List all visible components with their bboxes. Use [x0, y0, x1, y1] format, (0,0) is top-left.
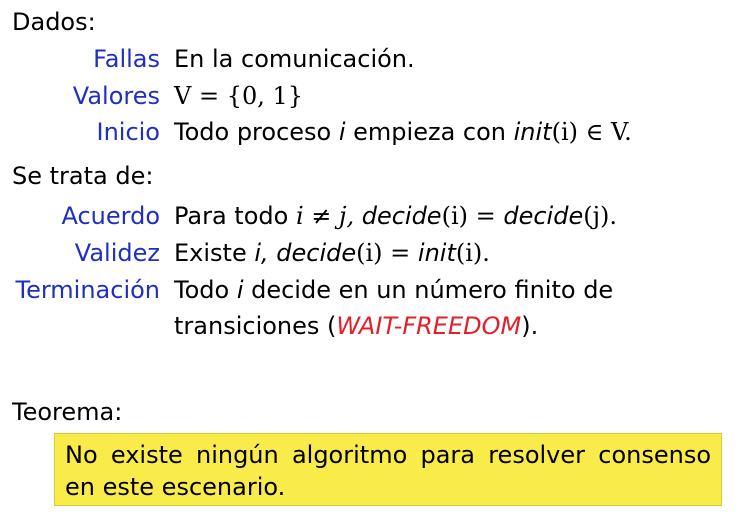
math-expression: i ≠ j, — [295, 202, 355, 230]
data-heading: Dados: — [12, 8, 96, 36]
term-label: Terminación — [15, 276, 160, 304]
problem-item-validez — [0, 237, 744, 269]
data-item-inicio — [0, 116, 744, 148]
math-argument: (i) — [551, 118, 578, 146]
term-label: Validez — [74, 239, 160, 267]
data-item-valores — [0, 80, 744, 112]
math-variable: i — [236, 276, 244, 304]
term-description-line-1 — [174, 274, 613, 306]
description-text: Existe — [174, 239, 255, 267]
description-text: ). — [521, 312, 539, 340]
term-label: Fallas — [93, 45, 160, 73]
term-description — [174, 200, 617, 232]
term-label: Inicio — [96, 118, 160, 146]
math-function: decide — [268, 239, 357, 267]
term-description: En la comunicación. — [174, 45, 415, 73]
description-text: empieza con — [345, 118, 514, 146]
description-text: transiciones ( — [174, 312, 337, 340]
problem-item-acuerdo — [0, 200, 744, 232]
theorem-heading: Teorema: — [12, 398, 123, 426]
description-text: Todo proceso — [174, 118, 339, 146]
problem-heading: Se trata de: — [12, 162, 154, 190]
problem-item-terminacion-continued — [0, 310, 744, 342]
math-equals: = — [382, 239, 418, 267]
theorem-box — [54, 433, 722, 506]
description-text: Para todo — [174, 202, 296, 230]
description-text: decide en un número finito de — [243, 276, 614, 304]
alert-text: WAIT-FREEDOM — [336, 312, 522, 340]
term-description — [174, 116, 632, 148]
math-set-membership: ∈ V. — [578, 118, 632, 146]
math-argument: (j). — [583, 202, 618, 230]
term-label: Valores — [72, 82, 160, 110]
math-function: init — [417, 239, 456, 267]
math-function: init — [513, 118, 552, 146]
math-argument: (i) — [441, 202, 468, 230]
term-description: V = {0, 1} — [174, 82, 304, 110]
data-item-fallas — [0, 43, 744, 75]
term-description-line-2 — [174, 310, 538, 342]
term-description — [174, 237, 490, 269]
math-argument: (i) — [356, 239, 383, 267]
math-function: decide — [503, 202, 584, 230]
term-label: Acuerdo — [61, 202, 160, 230]
description-text: Todo — [174, 276, 237, 304]
math-variable: i, — [254, 239, 269, 267]
theorem-text: No existe ningún algoritmo para resolver consenso en este escenario. — [65, 441, 711, 501]
math-variable: i — [338, 118, 346, 146]
math-argument: (i). — [455, 239, 490, 267]
math-function: decide — [354, 202, 442, 230]
math-equals: = — [467, 202, 504, 230]
problem-item-terminacion — [0, 274, 744, 306]
